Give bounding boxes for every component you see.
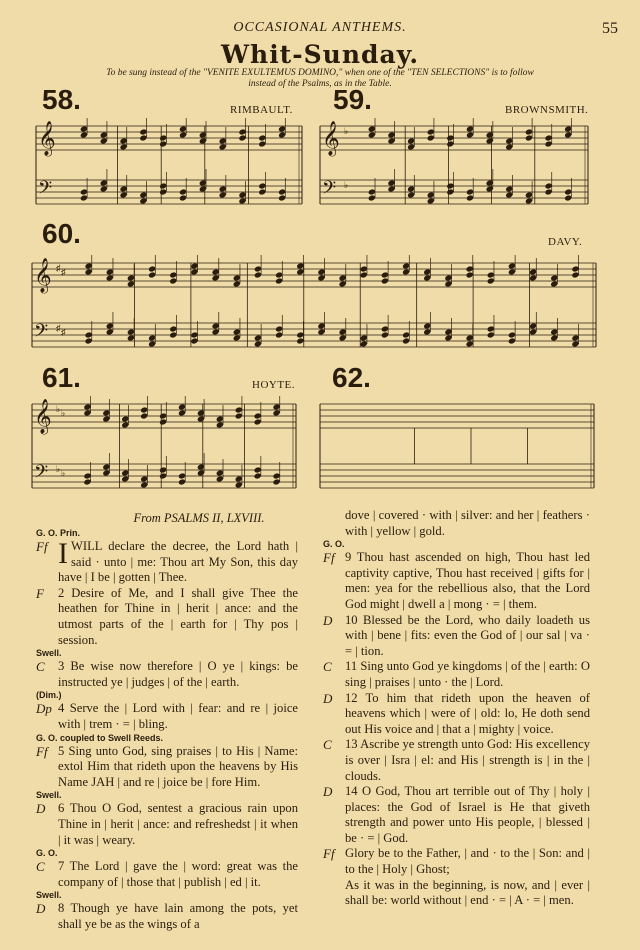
verse-text: 12 To him that rideth upon the heaven of heavens which | were of | old: lo, He doth send out His voice and | that a | mighty | voice. [345,690,590,736]
verse-text: 8 Though ye have lain among the pots, yet shall ye be as the wings of a [58,901,298,931]
page-number: 55 [602,20,618,37]
svg-text:𝄢: 𝄢 [322,178,337,203]
music-staff-icon [318,118,590,214]
dynamic-mark: Ff [36,539,48,554]
dynamic-mark: Ff [323,846,335,862]
registration-heading: G. O. coupled to Swell Reeds. [36,732,164,743]
composer-61: HOYTE. [252,379,296,391]
instruction-line-2: instead of the Psalms, as in the Table. [248,79,392,89]
dynamic-mark: C [36,859,45,875]
svg-text:♯: ♯ [56,263,61,273]
tune-number-62: 62. [332,362,371,393]
music-staff-icon [30,396,298,500]
verse-text: WILL declare the decree, the Lord hath | said · unto | me: Thou art My Son, this day have | I be | gotten | Thee. [58,539,298,585]
svg-text:𝄞: 𝄞 [34,258,52,293]
dynamic-mark: Ff [323,550,335,566]
verse-text: 14 O God, Thou art terrible out of Thy | holy | places: the God of Israel is He that giveth strength and power unto His people, | blessed | be · = | God. [345,784,590,845]
verse-text: 5 Sing unto God, sing praises | to His | Name: extol Him that rideth upon the heavens by His Name JAH | and re | joice be | fore Him. [58,743,298,789]
registration-heading: G. O. [36,848,58,859]
psalm-verse [323,846,590,877]
svg-text:♭: ♭ [56,404,61,414]
instruction-note [40,68,600,90]
tune-number-58: 58. [42,84,81,115]
svg-text:𝄞: 𝄞 [34,399,52,434]
composer-58: RIMBAULT. [230,104,293,116]
psalm-column-right [323,508,590,909]
dynamic-mark: D [323,612,333,628]
psalm-verse [36,743,298,791]
psalm-verse [323,737,590,784]
psalm-verse [345,878,590,909]
dynamic-mark: D [323,690,333,706]
verse-text: 4 Serve the | Lord with | fear: and re | joice with | trem · = | bling. [58,701,298,731]
svg-text:♯: ♯ [61,267,66,277]
music-staff-icon [30,255,598,359]
svg-text:𝄢: 𝄢 [34,321,49,346]
registration-heading: Swell. [36,648,62,659]
verse-text: 3 Be wise now therefore | O ye | kings: be instructed ye | judges | of the | earth. [58,659,298,689]
running-head: OCCASIONAL ANTHEMS. [233,20,407,35]
psalm-verse [36,901,298,932]
verse-text: 2 Desire of Me, and I shall give Thee the heathen for Thine in | herit | ance: and the utmost parts of the | earth for | Thy pos | session. [58,585,298,647]
psalm-verse [323,784,590,846]
svg-text:𝄞: 𝄞 [38,121,56,156]
dynamic-mark: D [323,784,333,800]
verse-text: Glory be to the Father, | and · to the | Son: and | to the | Holy | Ghost; [345,846,590,877]
svg-text:♯: ♯ [61,327,66,337]
svg-text:♭: ♭ [56,464,61,474]
registration-heading: (Dim.) [36,690,62,701]
psalm-verse [36,659,298,690]
svg-text:♭: ♭ [61,468,66,478]
psalm-verse [36,859,298,890]
music-staff-icon [318,396,596,500]
dynamic-mark: F [36,585,44,601]
registration-heading: Swell. [36,890,62,901]
svg-text:𝄢: 𝄢 [34,462,49,487]
registration-heading: Swell. [36,790,62,801]
verse-text: 7 The Lord | gave the | word: great was the company of | those that | publish | ed | it. [58,859,298,889]
svg-text:𝄞: 𝄞 [322,121,340,156]
dynamic-mark: C [323,659,332,675]
svg-text:♯: ♯ [56,323,61,333]
dynamic-mark: D [36,901,46,917]
tune-number-59: 59. [333,84,372,115]
psalm-verse [323,612,590,660]
verse-text: 13 Ascribe ye strength unto God: His excellency is over | Isra | el: and His | strength is | in the | clouds. [345,737,590,783]
drop-cap: I [58,537,68,570]
svg-text:♭: ♭ [61,408,66,418]
psalm-source: From PSALMS II, LXVIII. [133,511,265,525]
dynamic-mark: Ff [36,743,48,759]
psalm-verse [36,585,298,648]
dynamic-mark: C [323,737,332,753]
psalm-verse [345,508,590,539]
registration-heading: G. O. Prin. [36,528,81,538]
verse-text: 10 Blessed be the Lord, who daily loadeth us with | bene | fits: even the God of | our sal | va · = | tion. [345,612,590,658]
psalm-verse [36,701,298,732]
dynamic-mark: C [36,659,45,675]
music-staff-icon [34,118,304,214]
verse-text: As it was in the beginning, is now, and | ever | shall be: world without | end · = | A · = | men. [345,877,590,908]
verse-text: 9 Thou hast ascended on high, Thou hast led captivity captive, Thou hast received | gifts for | men: yea for the rebellious also, that the Lord God might | dwell a | mong · = | them. [345,550,590,611]
psalm-verse [323,659,590,690]
svg-text:𝄢: 𝄢 [38,178,53,203]
tune-number-61: 61. [42,362,81,393]
verse-text: 6 Thou O God, sentest a gracious rain upon Thine in | herit | ance: and refreshedst | it when | it was | weary. [58,801,298,847]
instruction-line-1: To be sung instead of the "VENITE EXULTEMUS DOMINO," when one of the "TEN SELECTIONS" is to follow [106,68,534,78]
tune-number-60: 60. [42,218,81,249]
registration-heading: G. O. [323,539,345,550]
svg-text:♭: ♭ [344,126,349,136]
psalm-verse [323,550,590,612]
verse-text: 11 Sing unto God ye kingdoms | of the | earth: O sing | praises | unto · the | Lord. [345,659,590,689]
psalm-verse [36,801,298,848]
verse-text: dove | covered · with | silver: and her | feathers · with | yellow | gold. [345,508,590,538]
dynamic-mark: D [36,801,46,817]
composer-59: BROWNSMITH. [505,104,589,116]
psalm-verse [36,537,298,586]
psalm-column-left [36,528,298,932]
psalm-verse [323,690,590,738]
section-title: Whit-Sunday. [220,40,420,69]
svg-text:♭: ♭ [344,180,349,190]
dynamic-mark: Dp [36,701,52,717]
composer-60: DAVY. [548,236,583,248]
